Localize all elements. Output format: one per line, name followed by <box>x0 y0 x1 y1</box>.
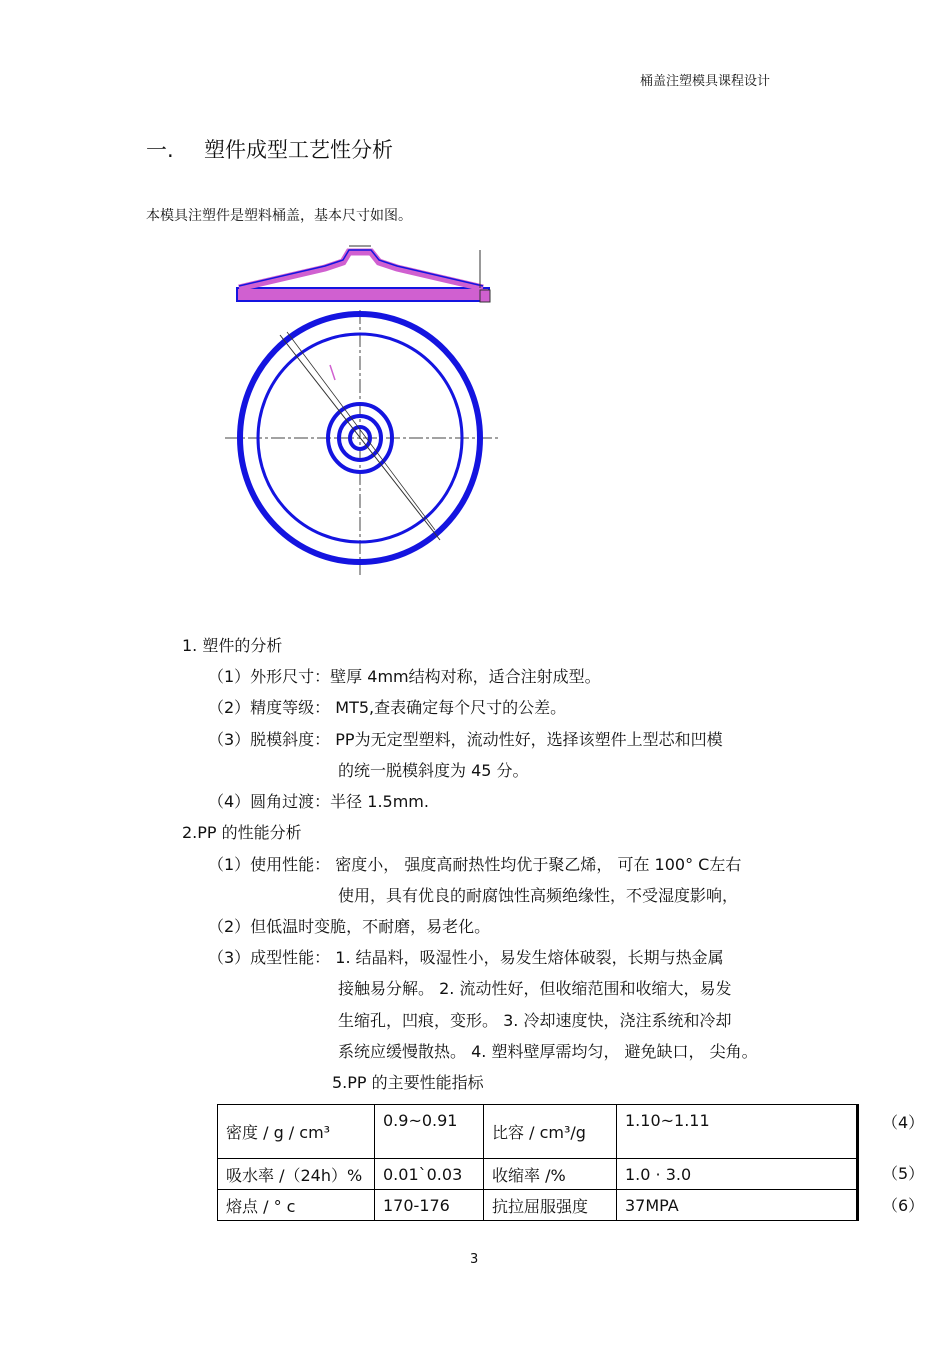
subsection-heading: 2.PP 的性能分析 <box>182 823 302 842</box>
table-cell: 1.0 · 3.0 <box>617 1159 857 1190</box>
table-cell: 熔点 / ° c <box>218 1190 375 1221</box>
table-cell: 抗拉屈服强度 <box>484 1190 617 1221</box>
table-row <box>218 1105 859 1159</box>
lid-plan-view <box>225 310 500 575</box>
table-cell <box>857 1190 859 1221</box>
bucket-lid-drawing <box>225 240 505 580</box>
equation-tag: （4） <box>882 1113 925 1132</box>
page-number: 3 <box>470 1252 479 1267</box>
body-line: 使用，具有优良的耐腐蚀性高频绝缘性，不受湿度影响， <box>338 886 739 905</box>
lid-section-view <box>237 246 490 302</box>
table-cell: 0.9~0.91 <box>375 1105 484 1159</box>
equation-tag: （6） <box>882 1196 925 1215</box>
body-line: （2）精度等级： MT5,查表确定每个尺寸的公差。 <box>208 698 567 717</box>
equation-tag: （5） <box>882 1164 925 1183</box>
intro-paragraph: 本模具注塑件是塑料桶盖，基本尺寸如图。 <box>146 208 412 224</box>
body-line: （1）使用性能： 密度小， 强度高耐热性均优于聚乙烯， 可在 100° C左右 <box>208 855 742 874</box>
section-title: 塑件成型工艺性分析 <box>204 138 393 162</box>
table-cell: 吸水率 /（24h）% <box>218 1159 375 1190</box>
table-cell <box>857 1159 859 1190</box>
table-cell: 收缩率 /% <box>484 1159 617 1190</box>
pp-properties-table <box>217 1104 859 1221</box>
table-caption: 5.PP 的主要性能指标 <box>332 1073 484 1092</box>
body-line: （3）成型性能： 1. 结晶料，吸湿性小，易发生熔体破裂，长期与热金属 <box>208 948 724 967</box>
table-cell: 1.10~1.11 <box>617 1105 857 1159</box>
body-line: （2）但低温时变脆，不耐磨，易老化。 <box>208 917 491 936</box>
body-line: （4）圆角过渡：半径 1.5mm. <box>208 792 429 811</box>
body-line: 系统应缓慢散热。 4. 塑料壁厚需均匀， 避免缺口， 尖角。 <box>338 1042 758 1061</box>
table-row <box>218 1159 859 1190</box>
body-line: （3）脱模斜度： PP为无定型塑料，流动性好，选择该塑件上型芯和凹模 <box>208 730 723 749</box>
section-heading <box>146 134 393 164</box>
table-cell: 密度 / g / cm³ <box>218 1105 375 1159</box>
table-cell: 37MPA <box>617 1190 857 1221</box>
table-cell: 比容 / cm³/g <box>484 1105 617 1159</box>
body-line: 接触易分解。 2. 流动性好，但收缩范围和收缩大，易发 <box>338 979 732 998</box>
body-line: 的统一脱模斜度为 45 分。 <box>338 761 529 780</box>
section-number: 一. <box>146 138 174 162</box>
running-header: 桶盖注塑模具课程设计 <box>640 74 771 89</box>
table-cell <box>857 1105 859 1159</box>
body-line: （1）外形尺寸：壁厚 4mm结构对称，适合注射成型。 <box>208 667 601 686</box>
table-row <box>218 1190 859 1221</box>
subsection-heading: 1. 塑件的分析 <box>182 636 283 655</box>
table-cell: 0.01`0.03 <box>375 1159 484 1190</box>
body-line: 生缩孔，凹痕，变形。 3. 冷却速度快，浇注系统和冷却 <box>338 1011 732 1030</box>
table-cell: 170-176 <box>375 1190 484 1221</box>
